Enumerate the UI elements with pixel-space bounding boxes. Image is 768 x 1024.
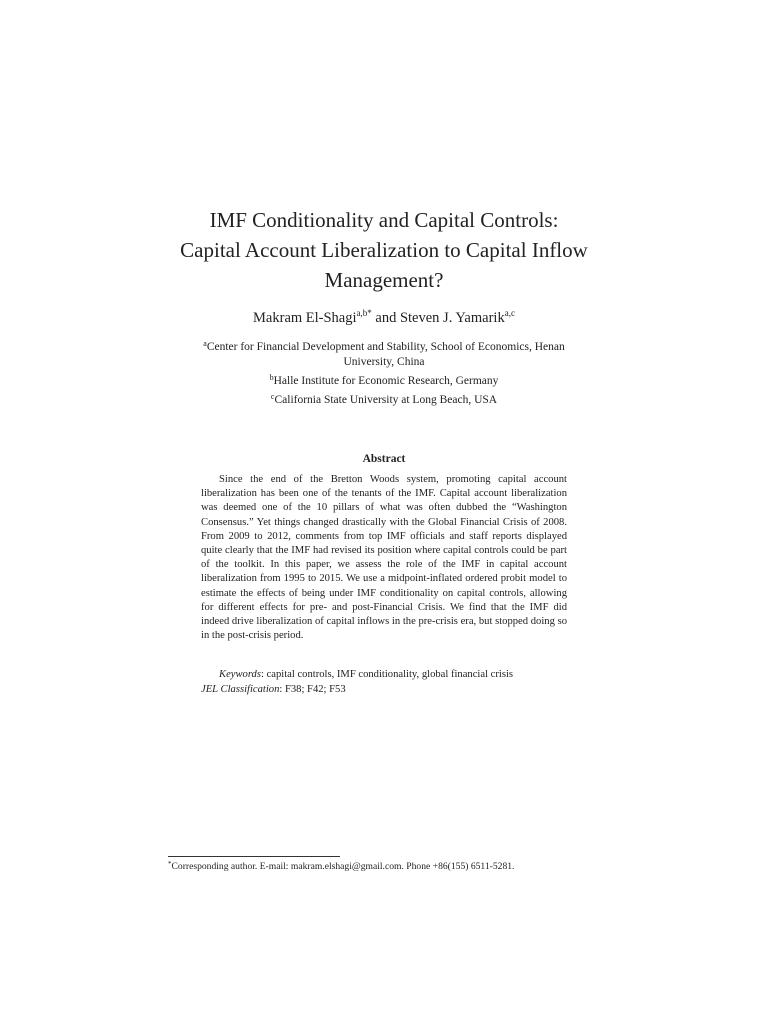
keywords-block: [201, 668, 571, 697]
abstract-body: Since the end of the Bretton Woods system, promoting capital account liberalization has been one of the tenants of the IMF. Capital account liberalization was deemed one of the 10 pillars of what was often dubbed the “Washington Consensus.” Yet things changed drastically with the Global Financial Crisis of 2008. From 2009 to 2012, comments from top IMF officials and staff reports displayed quite clearly that the IMF had revised its position where capital controls could be part of the toolkit. In this paper, we assess the role of the IMF in capital account liberalization from 1995 to 2015. We use a midpoint-inflated ordered probit model to estimate the effects of being under IMF conditionality on capital controls, allowing for different effects for pre- and post-Financial Crisis. We find that the IMF did indeed drive liberalization of capital inflows in the pre-crisis era, but stopped doing so in the post-crisis period.: [201, 474, 567, 642]
affiliation-b: [150, 370, 618, 389]
author-1-name: Makram El-Shagi: [253, 310, 357, 326]
affiliation-a-text: Center for Financial Development and Stability, School of Economics, Henan: [206, 341, 565, 353]
title-line-2: Capital Account Liberalization to Capital Inflow: [180, 238, 588, 262]
affiliation-a-continued: University, China: [343, 356, 425, 368]
jel-value: : F38; F42; F53: [279, 683, 346, 695]
affiliation-b-mark: b: [269, 373, 274, 382]
paper-title: [150, 205, 618, 295]
keywords-label: Keywords: [219, 669, 261, 680]
affiliation-c: [150, 389, 618, 408]
footnote-mark: *: [168, 860, 172, 868]
abstract-heading: Abstract: [362, 453, 406, 465]
author-connector: and: [371, 310, 400, 326]
affiliation-a: [150, 336, 618, 355]
affiliation-c-text: California State University at Long Beach, USA: [274, 394, 498, 406]
title-line-3: Management?: [324, 268, 444, 292]
affiliation-list: [150, 336, 618, 408]
title-line-1: IMF Conditionality and Capital Controls:: [209, 208, 559, 232]
affiliation-a-mark: a: [203, 339, 207, 348]
author-2-name: Steven J. Yamarik: [399, 310, 505, 326]
keywords-line: [201, 668, 571, 683]
affiliation-b-text: Halle Institute for Economic Research, Germany: [273, 375, 499, 387]
author-1-marks: a,b*: [356, 308, 372, 318]
author-list: [150, 308, 618, 327]
footnote-text: Corresponding author. E-mail: makram.elshagi@gmail.com. Phone +86(155) 6511-5281.: [171, 861, 515, 872]
footnote-rule: [168, 856, 340, 857]
jel-line: [201, 683, 571, 698]
footnote: [168, 860, 608, 872]
jel-label: JEL Classification: [201, 683, 280, 695]
author-2-marks: a,c: [504, 308, 515, 318]
affiliation-c-mark: c: [270, 392, 275, 401]
keywords-value: : capital controls, IMF conditionality, global financial crisis: [260, 669, 514, 680]
